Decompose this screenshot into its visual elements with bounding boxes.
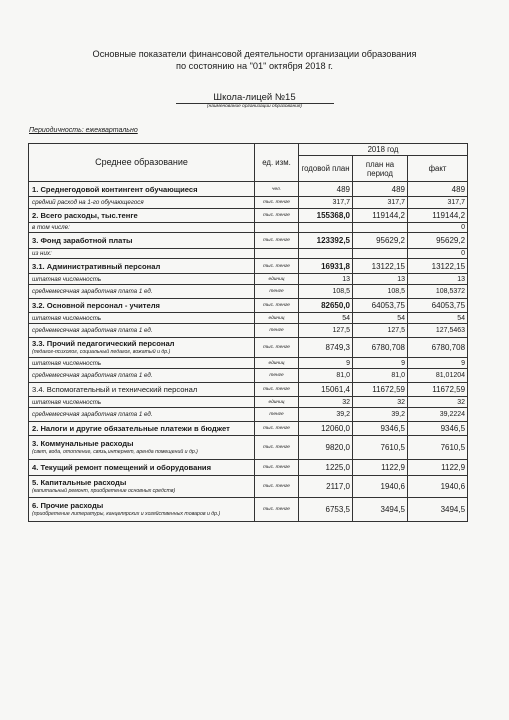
table-row [29,249,468,259]
row-name [29,422,255,436]
row-fact: 3494,5 [408,498,468,522]
row-plan: 123392,5 [299,233,353,249]
table-body [29,182,468,522]
table-row [29,233,468,249]
row-unit: тыс. тенге [255,233,299,249]
row-plan: 108,5 [299,285,353,299]
row-period: 1122,9 [353,460,408,476]
row-label: 6. Прочие расходы [32,500,104,510]
row-unit: тыс. тенге [255,197,299,209]
row-label: штатная численность [32,359,102,367]
row-plan: 82650,0 [299,299,353,313]
row-name [29,358,255,369]
row-fact: 1122,9 [408,460,468,476]
row-period: 95629,2 [353,233,408,249]
row-name [29,460,255,476]
periodicity-label: Периодичность: ежеквартально [29,127,138,134]
row-label: среднемесячная заработная плата 1 ед. [32,411,153,418]
row-label: 3. Фонд заработной платы [32,236,133,245]
row-period: 9 [353,358,408,369]
row-label: 2. Налоги и другие обязательные платежи в бюджет [32,424,230,433]
row-name [29,498,255,522]
row-sublabel: (свет, вода, отопление, связь,интернет, аренда помещений и др.) [32,448,198,455]
row-name [29,338,255,358]
row-unit: тыс. тенге [255,436,299,460]
row-plan: 32 [299,397,353,408]
row-label: 3.3. Прочий педагогический персонал [32,338,175,348]
row-period: 9346,5 [353,422,408,436]
row-name [29,285,255,299]
row-label: из них: [32,250,52,257]
row-plan: 12060,0 [299,422,353,436]
row-label: 3. Коммунальные расходы [32,438,134,448]
row-unit: чел. [255,182,299,197]
row-fact: 64053,75 [408,299,468,313]
row-name [29,223,255,233]
row-period: 64053,75 [353,299,408,313]
organization-name: Школа-лицей №15 [213,92,296,103]
row-fact: 127,5463 [408,324,468,338]
table-row [29,313,468,324]
row-plan: 1225,0 [299,460,353,476]
row-plan: 13 [299,274,353,285]
row-name [29,397,255,408]
row-period [353,223,408,233]
row-name [29,383,255,397]
row-sublabel: (педагог-психолог, социальный педагог, вожатый и др.) [32,348,171,355]
row-plan: 15061,4 [299,383,353,397]
title-line-2: по состоянию на "01" октября 2018 г. [176,61,333,71]
row-fact: 95629,2 [408,233,468,249]
header-plan: годовой план [299,156,353,182]
row-label: 2. Всего расходы, тыс.тенге [32,211,138,220]
row-label: штатная численность [32,314,102,322]
row-label: 1. Среднегодовой контингент обучающиеся [32,184,198,194]
row-name [29,369,255,383]
row-period: 108,5 [353,285,408,299]
row-name [29,324,255,338]
row-name [29,408,255,422]
row-label: среднемесячная заработная плата 1 ед. [32,327,153,334]
title-line-1: Основные показатели финансовой деятельности организации образования [92,49,417,59]
row-plan: 9 [299,358,353,369]
table-row [29,436,468,460]
row-period [353,249,408,259]
row-plan: 127,5 [299,324,353,338]
header-fact: факт [408,156,468,182]
table-row [29,460,468,476]
row-unit: тыс. тенге [255,460,299,476]
row-period: 32 [353,397,408,408]
table-row [29,476,468,498]
row-unit: тенге [255,324,299,338]
row-unit [255,249,299,259]
row-unit: тенге [255,408,299,422]
row-sublabel: (приобретение литературы, канцелярских и хозяйственных товаров и др.) [32,510,221,517]
row-fact: 6780,708 [408,338,468,358]
row-fact: 54 [408,313,468,324]
row-period: 13122,15 [353,259,408,274]
row-plan: 9820,0 [299,436,353,460]
header-unit: ед. изм. [255,144,299,182]
row-label: штатная численность [32,275,102,283]
row-unit: тыс. тенге [255,209,299,223]
table-row [29,299,468,313]
table-row [29,383,468,397]
table-row [29,408,468,422]
row-name [29,313,255,324]
row-fact: 489 [408,182,468,197]
row-label: 4. Текущий ремонт помещений и оборудования [32,463,212,472]
row-unit [255,223,299,233]
row-fact: 9346,5 [408,422,468,436]
row-label: в том числе: [32,224,70,231]
row-unit: единиц [255,313,299,324]
row-unit: тыс. тенге [255,299,299,313]
row-period: 81,0 [353,369,408,383]
row-fact: 32 [408,397,468,408]
row-period: 489 [353,182,408,197]
row-period: 3494,5 [353,498,408,522]
row-name [29,209,255,223]
row-name [29,233,255,249]
table-row [29,197,468,209]
table-row [29,498,468,522]
row-period: 54 [353,313,408,324]
row-fact: 11672,59 [408,383,468,397]
table-row [29,422,468,436]
row-label: средний расход на 1-го обучающегося [32,199,144,206]
row-label: 3.4. Вспомогательный и технический персонал [32,385,198,394]
row-unit: единиц [255,397,299,408]
row-plan: 2117,0 [299,476,353,498]
row-name [29,197,255,209]
row-label: среднемесячная заработная плата 1 ед. [32,372,153,379]
row-label: среднемесячная заработная плата 1 ед. [32,288,153,295]
row-label: 5. Капитальные расходы [32,477,127,487]
row-fact: 13 [408,274,468,285]
row-plan: 489 [299,182,353,197]
row-fact: 7610,5 [408,436,468,460]
row-period: 1940,6 [353,476,408,498]
row-plan: 81,0 [299,369,353,383]
row-period: 119144,2 [353,209,408,223]
row-plan [299,249,353,259]
row-period: 13 [353,274,408,285]
row-unit: тыс. тенге [255,498,299,522]
row-plan: 155368,0 [299,209,353,223]
row-fact: 9 [408,358,468,369]
row-name [29,299,255,313]
financial-table [28,143,468,522]
row-period: 7610,5 [353,436,408,460]
header-name: Среднее образование [29,144,255,182]
row-plan: 8749,3 [299,338,353,358]
table-row [29,369,468,383]
table-row [29,223,468,233]
row-label: 3.2. Основной персонал - учителя [32,301,160,310]
row-name [29,476,255,498]
table-row [29,397,468,408]
row-plan: 39,2 [299,408,353,422]
row-name [29,249,255,259]
row-fact: 13122,15 [408,259,468,274]
row-plan [299,223,353,233]
row-unit: тыс. тенге [255,476,299,498]
row-fact: 81,01204 [408,369,468,383]
row-label: штатная численность [32,398,102,406]
row-unit: тенге [255,285,299,299]
row-plan: 6753,5 [299,498,353,522]
table-row [29,324,468,338]
organization-caption: (наименование организации образования) [206,104,303,109]
row-fact: 1940,6 [408,476,468,498]
table-row [29,358,468,369]
row-fact: 0 [408,249,468,259]
table-row [29,285,468,299]
row-name [29,259,255,274]
table-row [29,338,468,358]
row-plan: 54 [299,313,353,324]
table-row [29,182,468,197]
row-fact: 0 [408,223,468,233]
row-unit: тенге [255,369,299,383]
row-sublabel: (капитальный ремонт, приобретение основных средств) [32,487,176,494]
row-fact: 317,7 [408,197,468,209]
row-period: 127,5 [353,324,408,338]
row-period: 39,2 [353,408,408,422]
row-unit: тыс. тенге [255,259,299,274]
row-unit: единиц [255,358,299,369]
row-fact: 119144,2 [408,209,468,223]
row-fact: 108,5372 [408,285,468,299]
row-name [29,274,255,285]
row-period: 11672,59 [353,383,408,397]
row-plan: 317,7 [299,197,353,209]
header-period: план на период [353,156,408,182]
header-year: 2018 год [299,144,468,156]
table-row [29,259,468,274]
row-name [29,436,255,460]
row-fact: 39,2224 [408,408,468,422]
row-unit: тыс. тенге [255,338,299,358]
table-row [29,209,468,223]
table-row [29,274,468,285]
row-unit: единиц [255,274,299,285]
row-name [29,182,255,197]
row-label: 3.1. Административный персонал [32,261,161,271]
row-period: 6780,708 [353,338,408,358]
row-period: 317,7 [353,197,408,209]
document-title [0,48,509,72]
row-plan: 16931,8 [299,259,353,274]
row-unit: тыс. тенге [255,383,299,397]
row-unit: тыс. тенге [255,422,299,436]
